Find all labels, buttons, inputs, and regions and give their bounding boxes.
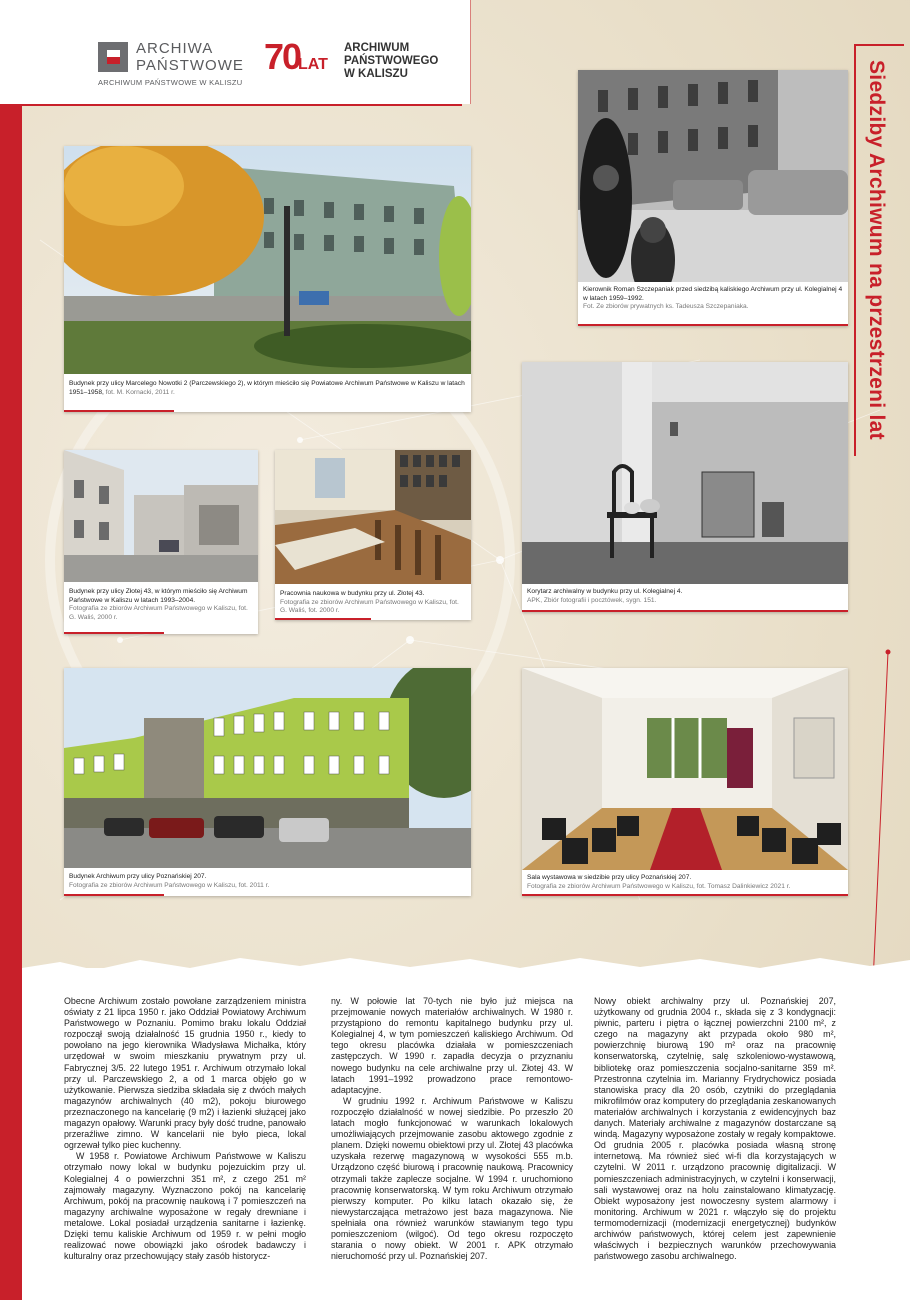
caption-source: Fot. Ze zbiorów prywatnych ks. Tadeusza Szczepaniaka. [583,303,749,310]
photo-szczepaniak [578,70,848,326]
photo-caption [69,873,466,890]
caption-red-line [64,894,164,896]
caption-text: Budynek Archiwum przy ulicy Poznańskiej 207. [69,873,207,880]
paragraph: Nowy obiekt archiwalny przy ul. Poznańskiej 207, użytkowany od grudnia 2004 r., składa się z 3 kondygnacji: piwnic, parteru i piętra o łącznej powierzchni 2100 m², z czego na magazyny akt przypada około 980 m², powierzchnię biurową 190 m² oraz na pracownię konserwatorską, czytelnię, salę szkoleniowo-wystawową, bibliotekę oraz pomieszczenia socjalno-sanitarne 359 m². Przestronna czytelnia im. Marianny Frydrychowicz posiada stanowiska pracy dla 20 osób, czytniki do przeglądania mikrofilmów oraz komputery do przeglądania zeskanowanych materiałów archiwalnych i korzystania z ewidencyjnych baz danych. Materiały archiwalne z magazynów dostarczane są windą. Magazyny wyposażone zostały w regały kompaktowe. Od grudnia 2005 r. placówka posiada własną stronę internetową. Ma również sieć wi-fi dla korzystających w czytelni. W 2011 r. urządzono pracownię digitalizacji. W pomieszczeniach administracyjnych, w czytelni i konserwacji, sali wystawowej oraz na holu zainstalowano klimatyzację. Obiekt wyposażony jest nowoczesny system alarmowy i monitoring. Archiwum w 2021 r. włączyło się do projektu termomodernizacji (modernizacji energetycznej) budynków archiwów państwowych, której celem jest zapewnienie właściwych i bezpiecznych warunków przechowywania państwowego zasobu archiwalnego. [594,996,836,1262]
logo2-line1: ARCHIWUM [344,42,410,54]
logo2-line2: PAŃSTWOWEGO [344,55,439,67]
photo-caption [69,588,253,622]
photo-image [522,362,848,584]
photo-caption [280,590,466,616]
70-lat-logo [264,36,464,90]
photo-exhibition-hall [522,668,848,896]
logo1-line2: PAŃSTWOWE [136,57,244,74]
photo-corridor-kolegialna [522,362,848,612]
paragraph: W grudniu 1992 r. Archiwum Państwowe w Kaliszu rozpoczęło działalność w nowej siedzibie. Po przeszło 20 latach mogło funkcjonować w warunkach lokalowych umożliwiających przejmowanie zasobu aktowego zgodnie z planem. Dzięki nowemu obiektowi przy ul. Złotej 43 placówka uzyskała rezerwę magazynową w wysokości 555 m.b. Urządzono część biurową i pracownię naukową. Pracownicy otrzymali także zaplecze socjalne. W 1994 r. uruchomiono pracownię konserwatorską. W tym roku Archiwum otrzymało pierwszy komputer. Po kilku latach okazało się, że niewystarczająca metrażowo jest baza magazynowa. Nie spełniała ona również warunków stawianym tego typu pomieszczeniom (wilgoć). Od tego okresu rozpoczęto starania o nowy obiekt. W 2001 r. APK otrzymało nieruchomość przy ul. Poznańskiej 207. [331,1095,573,1262]
logo1-line1: ARCHIWA [136,40,214,57]
text-column-1 [64,996,306,1262]
caption-red-line [64,632,164,634]
logo2-number: 70 [264,36,301,77]
caption-text: Pracownia naukowa w budynku przy ul. Złotej 43. [280,590,425,597]
archiwa-mark-icon [98,42,128,72]
caption-source: fot. M. Kornacki, 2011 r. [103,388,175,396]
page-title: Siedziby Archiwum na przestrzeni lat [865,60,888,440]
caption-source: Fotografia ze zbiorów Archiwum Państwowego w Kaliszu, fot. Tomasz Dalinkiewicz 2021 r. [527,882,791,890]
logo1-subtitle: ARCHIWUM PAŃSTWOWE W KALISZU [98,78,243,87]
caption-red-line [522,610,848,612]
caption-source: APK, Zbiór fotografii i pocztówek, sygn. 151. [527,596,657,604]
caption-source: Fotografia ze zbiorów Archiwum Państwowego w Kaliszu, fot. 2011 r. [69,881,270,889]
caption-text: Budynek przy ulicy Marcelego Nowotki 2 (Parczewskiego 2), w którym mieściło się Powiatowe Archiwum Państwowe w Kaliszu w latach 1951–1958, [69,380,465,396]
photo-image [578,70,848,282]
paragraph: ny. W połowie lat 70-tych nie było już miejsca na przejmowanie nowych materiałów archiwalnych. W 1980 r. przystąpiono do remontu kapitalnego budynku przy ul. Kolegialnej 4, w tym pomieszczeń kaliskiego Archiwum. Od tego okresu placówka działała w pomieszczeniach zastępczych. W 1990 r. zapadła decyzja o przyznaniu nowego budynku na cele archiwalne przy ul. Złotej 43. W latach 1991–1992 prowadzono prace remontowo-adaptacyjne. [331,996,573,1095]
photo-nowotki-building [64,146,471,412]
caption-red-line [64,410,174,412]
logo2-line3: W KALISZU [344,68,408,80]
caption-text: Budynek przy ulicy Złotej 43, w którym mieściło się Archiwum Państwowe w Kaliszu w latach 1993–2004. [69,588,248,604]
photo-caption [583,286,843,312]
text-column-2 [331,996,573,1262]
photo-poznanska-building [64,668,471,896]
photo-caption [527,874,843,891]
photo-image [522,668,848,870]
text-column-3 [594,996,836,1262]
photo-image [64,668,471,868]
photo-image [275,450,471,584]
caption-text: Korytarz archiwalny w budynku przy ul. Kolegialnej 4. [527,588,683,595]
logo2-lat: LAT [298,56,328,73]
caption-source: Fotografia ze zbiorów Archiwum Państwowego w Kaliszu, fot. G. Waliś, 2000 r. [69,605,248,621]
header-red-line [22,104,462,106]
caption-red-line [578,324,848,326]
caption-red-line [522,894,848,896]
caption-source: Fotografia ze zbiorów Archiwum Państwowego w Kaliszu, fot. G. Waliś, fot. 2000 r. [280,598,459,614]
title-frame [854,44,904,456]
photo-zlota-building [64,450,258,634]
paragraph: Obecne Archiwum zostało powołane zarządzeniem ministra oświaty z 21 lipca 1950 r. jako Oddział Powiatowy Archiwum Państwowego w Poznaniu. Pomimo braku lokalu Oddział rozpoczął swoją działalność 15 grudnia 1950 r., kiedy to powołano na jego kierownika Władysława Michałka, który urzędował w swoim mieszkaniu prywatnym przy ul. Fabrycznej 3/5. 22 lutego 1951 r. Archiwum otrzymało lokal przy ul. Parczewskiego 2, a od 1 marca objęło go w użytkowanie. Pierwsza siedziba składała się z dwóch małych magazynów archiwalnych (40 m2), pokoju biurowego przeznaczonego na kancelarię (9 m2) i łazienki służącej jako magazyn opałowy. Warunki pracy były dość trudne, panowało przeraźliwe zimno. W kancelarii nie było pieca, lokal ogrzewał tylko piec kuchenny. [64,996,306,1151]
paragraph: W 1958 r. Powiatowe Archiwum Państwowe w Kaliszu otrzymało nowy lokal w budynku pojezuickim przy ul. Kolegialnej 4 o powierzchni 351 m², z czego 251 m² zajmowały magazyny. Wyznaczono pokój na kancelarię Archiwum, pokój na pracownię naukową i 7 pomieszczeń na magazyny archiwalne wyposażone w regały drewniane i metalowe. Lokal posiadał urządzenia sanitarne i łazienkę. Dzięki temu kaliskie Archiwum od 1959 r. w pełni mogło realizować nowe obowiązki jako ośrodek badawczy i kulturalny oraz przechowujący stały zasób historycz- [64,1151,306,1262]
caption-text: Kierownik Roman Szczepaniak przed siedzibą kaliskiego Archiwum przy ul. Kolegialnej 4 w latach 1959–1992. [583,286,843,302]
caption-red-line [275,618,371,620]
photo-reading-room-zlota [275,450,471,620]
photo-image [64,146,471,374]
left-red-bar [0,100,22,1300]
photo-caption [527,588,843,605]
photo-image [64,450,258,582]
caption-text: Sala wystawowa w siedzibie przy ulicy Poznańskiej 207. [527,874,692,881]
photo-caption [69,380,466,397]
